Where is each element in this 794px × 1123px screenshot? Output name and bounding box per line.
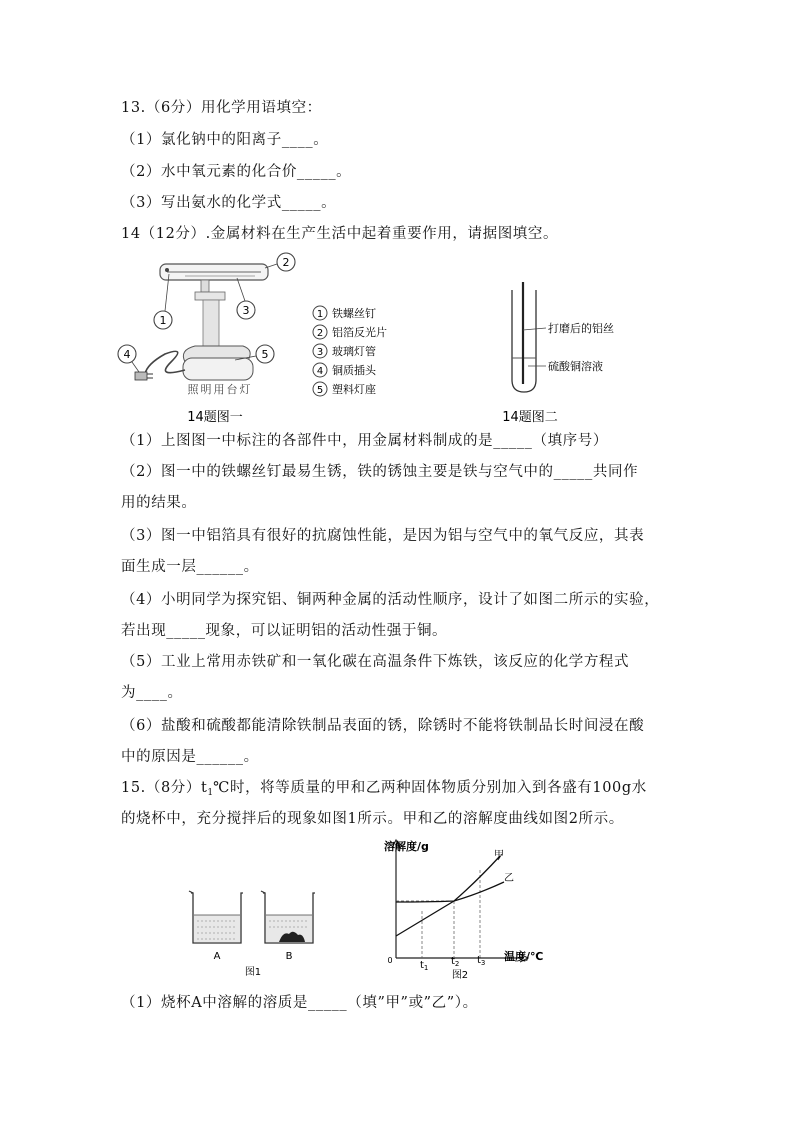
q14-heading: 14（12分）.金属材料在生产生活中起着重要作用，请据图填空。 — [121, 226, 559, 242]
series-label-jia: 甲 — [494, 850, 504, 861]
q14-item-1: （1）上图图一中标注的各部件中，用金属材料制成的是_____（填序号） — [121, 433, 608, 449]
tick-t2: $t_2$ — [451, 956, 460, 968]
q14-item-3-cont: 面生成一层______。 — [121, 559, 259, 575]
legend-item-1: 铁螺丝钉 — [332, 307, 376, 320]
tick-t3: $t_3$ — [477, 955, 486, 967]
q14-item-2: （2）图一中的铁螺丝钉最易生锈，铁的锈蚀主要是铁与空气中的_____共同作 — [121, 464, 639, 480]
chart-guides — [396, 870, 480, 958]
fig2-caption: 14题图二 — [502, 410, 558, 425]
chart-ylabel: 溶解度/g — [384, 840, 429, 853]
callout-4: 4 — [123, 348, 131, 361]
chart-origin: 0 — [387, 956, 393, 965]
callout-1: 1 — [159, 314, 167, 327]
curve-yi — [396, 882, 504, 902]
q13-item-2: （2）水中氧元素的化合价_____。 — [121, 164, 352, 180]
parts-legend — [313, 306, 387, 396]
q15-line-2: 的烧杯中，充分搅拌后的现象如图1所示。甲和乙的溶解度曲线如图2所示。 — [121, 811, 624, 827]
q14-item-4: （4）小明同学为探究铝、铜两种金属的活动性顺序，设计了如图二所示的实验， — [121, 592, 660, 608]
q13-item-3: （3）写出氨水的化学式_____。 — [121, 195, 337, 211]
q13-item-1: （1）氯化钠中的阳离子____。 — [121, 132, 329, 148]
q14-item-4-cont: 若出现_____现象，可以证明铝的活动性强于铜。 — [121, 623, 448, 639]
lamp-caption: 照明用台灯 — [187, 383, 253, 396]
q13-heading: 13.（6分）用化学用语填空： — [121, 100, 322, 116]
curve-jia — [396, 856, 500, 936]
svg-text:1: 1 — [316, 309, 324, 320]
legend-item-5: 塑料灯座 — [332, 383, 376, 396]
svg-text:4: 4 — [316, 366, 324, 377]
q14-item-6: （6）盐酸和硫酸都能清除铁制品表面的锈，除锈时不能将铁制品长时间浸在酸 — [121, 718, 645, 734]
beaker-b-label: B — [285, 951, 293, 962]
q14-item-6-cont: 中的原因是______。 — [121, 749, 259, 765]
svg-text:2: 2 — [316, 328, 324, 339]
label-aluminum-wire: 打磨后的铝丝 — [548, 322, 614, 335]
q15-figure-2-solubility-chart — [380, 832, 580, 982]
legend-item-4: 铜质插头 — [332, 364, 376, 377]
q14-figure-1-lamp — [115, 250, 415, 430]
q15-fig2-caption: 图2 — [451, 970, 469, 981]
label-copper-sulfate: 硫酸铜溶液 — [548, 360, 603, 373]
callout-3: 3 — [242, 304, 250, 317]
beaker-a-label: A — [213, 951, 221, 962]
q14-item-3: （3）图一中铝箔具有很好的抗腐蚀性能，是因为铝与空气中的氧气反应，其表 — [121, 528, 645, 544]
q14-item-2-cont: 用的结果。 — [121, 495, 197, 511]
legend-item-3: 玻璃灯管 — [332, 345, 376, 358]
q15-item-1: （1）烧杯A中溶解的溶质是_____（填”甲”或”乙”）。 — [121, 995, 478, 1011]
legend-item-2: 铝箔反光片 — [332, 326, 387, 339]
callout-5: 5 — [261, 348, 269, 361]
tick-t1: $t_1$ — [420, 960, 429, 972]
q14-item-5-cont: 为____。 — [121, 685, 183, 701]
q15-fig1-caption: 图1 — [244, 967, 262, 978]
beaker-a — [189, 891, 243, 962]
series-label-yi: 乙 — [504, 873, 514, 884]
callout-2: 2 — [282, 256, 290, 269]
svg-text:3: 3 — [316, 347, 324, 358]
q14-figure-2-test-tube — [490, 280, 650, 430]
q14-item-5: （5）工业上常用赤铁矿和一氧化碳在高温条件下炼铁，该反应的化学方程式 — [121, 654, 630, 670]
chart-xlabel: 温度/℃ — [504, 950, 544, 963]
q15-figure-1-beakers — [185, 885, 325, 980]
q15-line-1: 15.（8分）$t_1℃$时，将等质量的甲和乙两种固体物质分别加入到各盛有100g水 — [121, 780, 647, 798]
fig1-caption: 14题图一 — [187, 410, 243, 425]
svg-text:5: 5 — [316, 385, 324, 396]
beaker-b — [261, 891, 315, 962]
